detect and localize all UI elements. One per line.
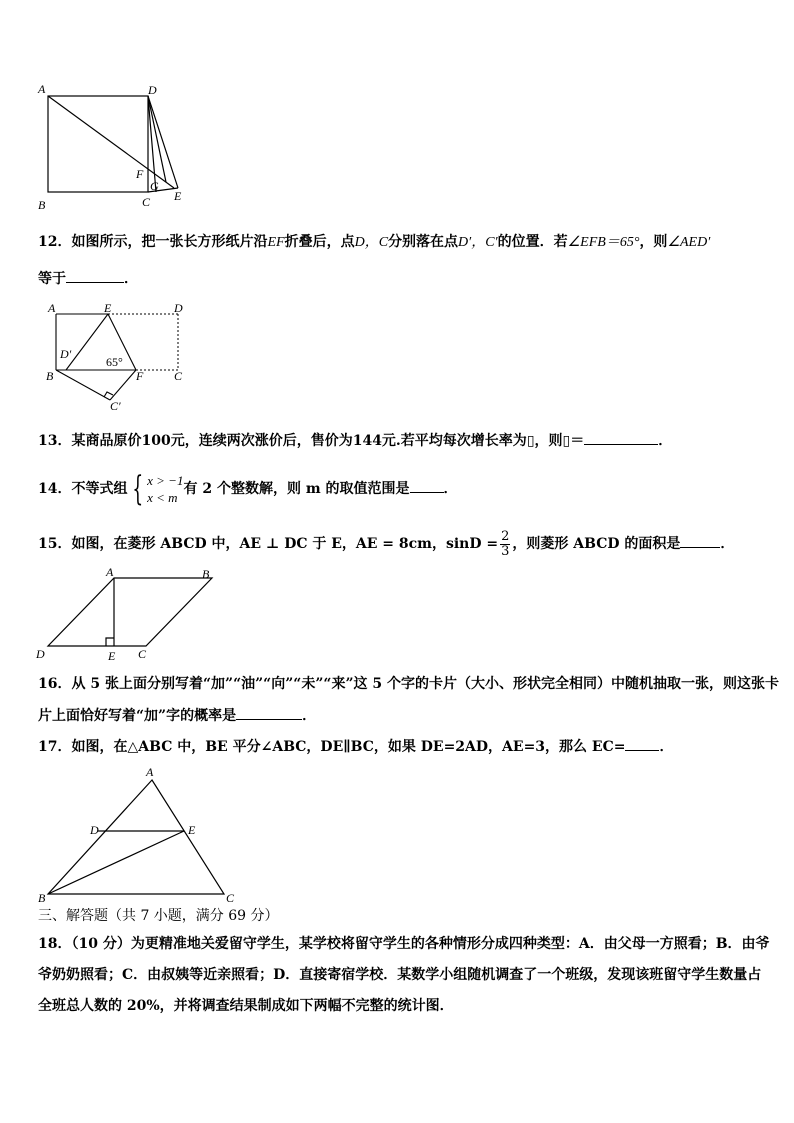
label-d: D [174,301,183,315]
question-13: 13．某商品原价100元，连续两次涨价后，售价为144元.若平均每次增长率为▯，则▯＝ ． [38,430,672,451]
line-bc-prime [56,370,110,400]
label-angle-65: 65° [106,355,123,369]
label-b: B [38,198,46,212]
inequality-system: { x > −1 x < m [132,469,184,509]
question-18: 18．（10 分）为更精准地关爱留守学生，某学校将留守学生的各种情形分成四种类型：A．由父母一方照看；B．由爷 [38,936,770,952]
label-f: F [136,167,144,181]
question-17: 17．如图，在△ABC 中，BE 平分∠ABC，DE∥BC，如果 DE=2AD，AE=3，那么 EC= ． [38,736,673,757]
bisector-be [48,831,184,894]
label-c: C [142,195,151,209]
q13-answer-blank[interactable] [584,430,658,445]
label-c-prime: C′ [110,399,121,413]
label-a: A [38,82,46,96]
line-df [148,96,156,192]
fraction-two-thirds: $\frac{2}{3}$ [501,528,510,559]
line-ed-prime [66,314,108,370]
figure-q11 [36,82,186,212]
rhombus-abcd [48,578,212,646]
label-e: E [188,823,196,837]
q12-number: 12． [38,234,72,250]
square-abcd [48,96,148,192]
line-de [148,96,178,188]
label-a: A [146,765,154,779]
figure-q12 [40,298,200,418]
q15-answer-blank[interactable] [680,533,720,548]
label-e: E [104,301,112,315]
right-angle-mark [104,392,113,397]
question-18-line2: 爷奶奶照看；C．由叔姨等近亲照看；D．直接寄宿学校．某数学小组随机调查了一个班级，发现该班留守学生数量占 [38,967,762,983]
label-d-prime: D′ [60,347,72,361]
label-f: F [136,369,144,383]
q17-answer-blank[interactable] [625,736,659,751]
right-angle-mark [106,638,114,646]
figure-q15 [34,564,224,664]
q14-answer-blank[interactable] [410,478,444,493]
label-d: D [36,647,45,661]
label-c: C [174,369,183,383]
question-18-line3: 全班总人数的 20%，并将调查结果制成如下两幅不完整的统计图． [38,998,454,1014]
triangle-abc [48,780,224,894]
question-16: 16．从 5 张上面分别写着“加”“油”“向”“未”“来”这 5 个字的卡片（大小、形状完全相同）中随机抽取一张，则这张卡 [38,676,779,692]
line-dg [148,96,166,182]
question-12-line2: 等于 ． [38,268,138,289]
label-b: B [38,891,46,905]
question-12: 12．如图所示，把一张长方形纸片沿EF折叠后，点D，C分别落在点D′，C′的位置．若∠EFB＝65°，则∠AED′ [38,234,711,250]
label-a: A [48,301,56,315]
figure-q17 [34,764,244,906]
label-d: D [90,823,99,837]
label-d: D [148,83,157,97]
label-c: C [138,647,147,661]
label-b: B [46,369,54,383]
q12-answer-blank[interactable] [66,268,124,283]
line-c-prime-f [110,370,136,400]
label-a: A [106,565,114,579]
label-e: E [108,649,116,663]
question-15: 15．如图，在菱形 ABCD 中，AE ⊥ DC 于 E，AE = 8cm，sinD = $\frac{2}{3}$ ，则菱形 ABCD 的面积是 ． [38,528,735,559]
question-14: 14．不等式组 { x > −1 x < m 有 2 个整数解，则 m 的取值范围是 ． [38,469,458,509]
label-b: B [202,567,210,581]
label-g: G [150,179,159,193]
label-e: E [174,189,182,203]
question-16-line2: 片上面恰好写着“加”字的概率是 ． [38,705,316,726]
q16-answer-blank[interactable] [236,705,302,720]
label-c: C [226,891,235,905]
section-heading-3: 三、解答题（共 7 小题，满分 69 分） [38,908,279,924]
